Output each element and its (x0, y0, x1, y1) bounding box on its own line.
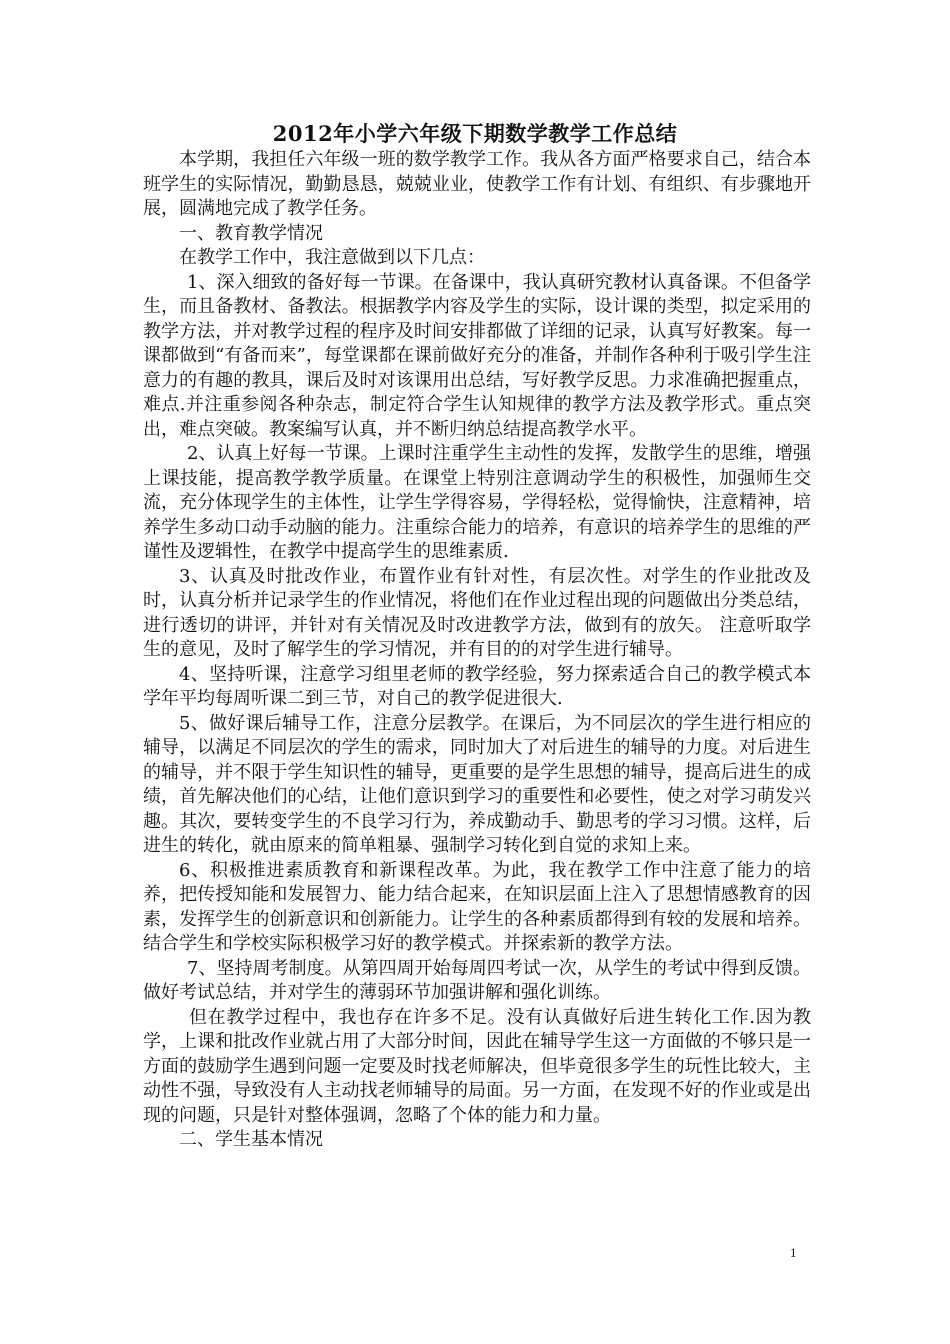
paragraph-item-2: 2、认真上好每一节课。上课时注重学生主动性的发挥，发散学生的思维，增强上课技能，提高教学教学质量。在课堂上特别注意调动学生的积极性，加强师生交流，充分体现学生的主体性，让学生学得容易，学得轻松，觉得愉快，注意精神，培养学生多动口动手动脑的能力。注重综合能力的培养，有意识的培养学生的思维的严谨性及逻辑性，在教学中提高学生的思维素质. (143, 443, 811, 562)
paragraph-item-1: 1、深入细致的备好每一节课。在备课中，我认真研究教材认真备课。不但备学生，而且备教材、备教法。根据教学内容及学生的实际，设计课的类型，拟定采用的教学方法，并对教学过程的程序及时间安排都做了详细的记录，认真写好教案。每一课都做到“有备而来”，每堂课都在课前做好充分的准备，并制作各种利于吸引学生注意力的有趣的教具，课后及时对该课用出总结，写好教学反思。力求准确把握重点，难点.并注重参阅各种杂志，制定符合学生认知规律的教学方法及教学形式。重点突出，难点突破。教案编写认真，并不断归纳总结提高教学水平。 (143, 271, 811, 440)
paragraph-item-3: 3、认真及时批改作业，布置作业有针对性，有层次性。对学生的作业批改及时，认真分析并记录学生的作业情况，将他们在作业过程出现的问题做出分类总结，进行透切的讲评，并针对有关情况及时改进教学方法，做到有的放矢。 注意听取学生的意见，及时了解学生的学习情况，并有目的的对学生进行辅导。 (143, 565, 811, 660)
section-heading-teaching: 一、教育教学情况 (179, 222, 323, 244)
document-title: 2012年小学六年级下期数学教学工作总结 (272, 121, 678, 146)
paragraph-lead: 在教学工作中，我注意做到以下几点： (179, 247, 485, 268)
paragraph-item-6: 6、积极推进素质教育和新课程改革。为此，我在教学工作中注意了能力的培养，把传授知能和发展智力、能力结合起来，在知识层面上注入了思想情感教育的因素，发挥学生的创新意识和创新能力。让学生的各种素质都得到有较的发展和培养。结合学生和学校实际积极学习好的教学模式。并探索新的教学方法。 (143, 859, 811, 954)
paragraph-intro: 本学期，我担任六年级一班的数学教学工作。我从各方面严格要求自己，结合本班学生的实际情况，勤勤恳恳，兢兢业业，使教学工作有计划、有组织、有步骤地开展，圆满地完成了教学任务。 (143, 149, 811, 219)
paragraph-item-4: 4、坚持听课，注意学习组里老师的教学经验，努力探索适合自己的教学模式本学年平均每周听课二到三节，对自己的教学促进很大. (143, 663, 811, 709)
section-heading-students: 二、学生基本情况 (179, 1129, 323, 1150)
paragraph-shortcomings: 但在教学过程中，我也存在许多不足。没有认真做好后进生转化工作.因为教学，上课和批改作业就占用了大部分时间，因此在辅导学生这一方面做的不够只是一方面的鼓励学生遇到问题一定要及时找老师解决，但毕竟很多学生的玩性比较大，主动性不强，导致没有人主动找老师辅导的局面。另一方面，在发现不好的作业或是出现的问题，只是针对整体强调，忽略了个体的能力和力量。 (143, 1006, 811, 1126)
document-body (143, 148, 811, 1153)
paragraph-item-7: 7、坚持周考制度。从第四周开始每周四考试一次，从学生的考试中得到反馈。做好考试总结，并对学生的薄弱环节加强讲解和强化训练。 (143, 957, 811, 1003)
paragraph-item-5: 5、做好课后辅导工作，注意分层教学。在课后，为不同层次的学生进行相应的辅导，以满足不同层次的学生的需求，同时加大了对后进生的辅导的力度。对后进生的辅导，并不限于学生知识性的辅导，更重要的是学生思想的辅导，提高后进生的成绩，首先解决他们的心结，让他们意识到学习的重要性和必要性，使之对学习萌发兴趣。其次，要转变学生的不良学习行为，养成勤动手、勤思考的学习习惯。这样，后进生的转化，就由原来的简单粗暴、强制学习转化到自觉的求知上来。 (143, 712, 811, 856)
page-number: 1 (790, 1245, 797, 1260)
